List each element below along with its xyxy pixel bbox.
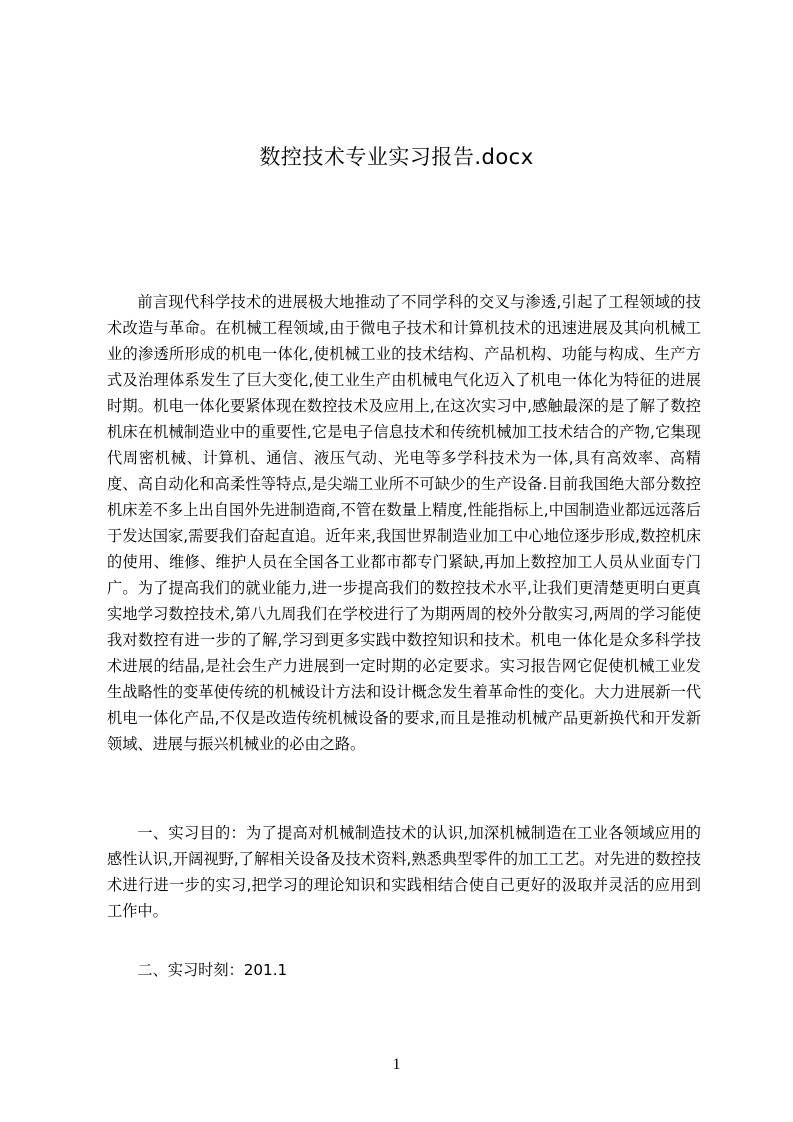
document-title: 数控技术专业实习报告.docx	[259, 145, 534, 169]
goal-paragraph: 一、实习目的：为了提高对机械制造技术的认识,加深机械制造在工业各领域应用的感性认识,开阔视野,了解相关设备及技术资料,熟悉典型零件的加工工艺。对先进的数控技术进行进一步的实习,把学习的理论知识和实践相结合使自己更好的汲取并灵活的应用到工作中。	[107, 824, 701, 920]
intro-paragraph: 前言现代科学技术的进展极大地推动了不同学科的交叉与渗透,引起了工程领域的技术改造与革命。在机械工程领域,由于微电子技术和计算机技术的迅速进展及其向机械工业的渗透所形成的机电一体化,使机械工业的技术结构、产品机构、功能与构成、生产方式及治理体系发生了巨大变化,使工业生产由机械电气化迈入了机电一体化为特征的进展时期。机电一体化要紧体现在数控技术及应用上,在这次实习中,感触最深的是了解了数控机床在机械制造业中的重要性,它是电子信息技术和传统机械加工技术结合的产物,它集现代周密机械、计算机、通信、液压气动、光电等多学科技术为一体,具有高效率、高精度、高自动化和高柔性等特点,是尖端工业所不可缺少的生产设备.目前我国绝大部分数控机床差不多上出自国外先进制造商,不管在数量上精度,性能指标上,中国制造业都远远落后于发达国家,需要我们奋起直追。近年来,我国世界制造业加工中心地位逐步形成,数控机床的使用、维修、维护人员在全国各工业都市都专门紧缺,再加上数控加工人员从业面专门广。为了提高我们的就业能力,进一步提高我们的数控技术水平,让我们更清楚更明白更真实地学习数控技术,第八九周我们在学校进行了为期两周的校外分散实习,两周的学习能使我对数控有进一步的了解,学习到更多实践中数控知识和技术。机电一体化是众多科学技术进展的结晶,是社会生产力进展到一定时期的必定要求。实习报告网它促使机械工业发生战略性的变革使传统的机械设计方法和设计概念发生着革命性的变化。大力进展新一代机电一体化产品,不仅是改造传统机械设备的要求,而且是推动机械产品更新换代和开发新领域、进展与振兴机械业的必由之路。	[107, 293, 701, 753]
page-number: 1	[392, 1056, 401, 1073]
time-paragraph: 二、实习时刻：201.1	[137, 961, 288, 979]
